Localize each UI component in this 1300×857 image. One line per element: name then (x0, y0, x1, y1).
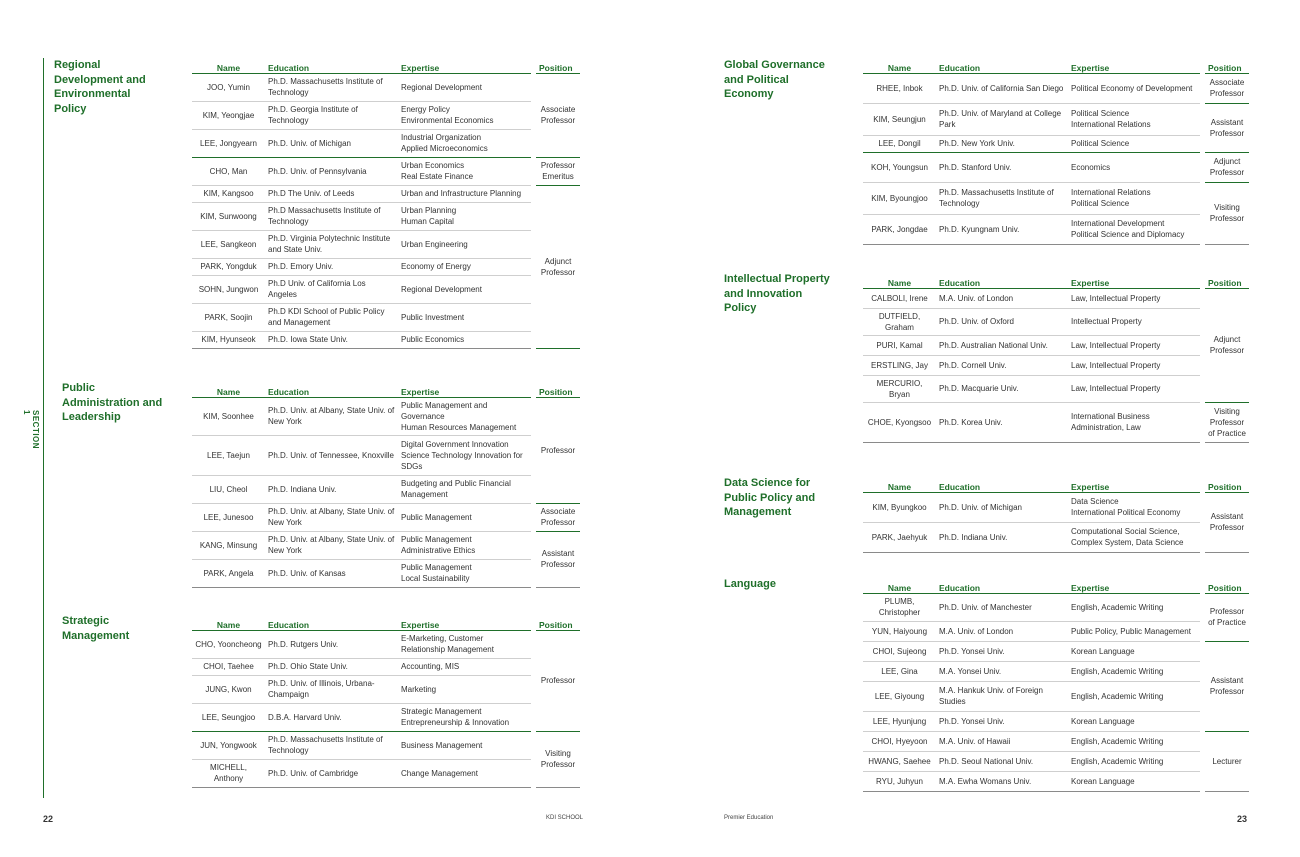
cell-expertise: Economics (1068, 152, 1200, 182)
cell-name: KOH, Youngsun (863, 152, 936, 182)
header-education: Education (936, 59, 1068, 73)
cell-position: Visiting Professor (1205, 182, 1249, 244)
cell-name: LEE, Seungjoo (192, 703, 265, 731)
table-row (192, 435, 580, 475)
cell-name: ERSTLING, Jay (863, 355, 936, 375)
header-expertise: Expertise (1068, 579, 1200, 593)
cell-expertise: English, Academic Writing (1068, 731, 1200, 751)
table-row (863, 681, 1249, 711)
table-row (192, 101, 580, 129)
cell-education: Ph.D KDI School of Public Policy and Management (265, 303, 398, 331)
cell-name: DUTFIELD, Graham (863, 308, 936, 335)
cell-name: KIM, Seungjun (863, 103, 936, 135)
cell-education: Ph.D. Macquarie Univ. (936, 375, 1068, 402)
cell-expertise: English, Academic Writing (1068, 681, 1200, 711)
table-row (192, 658, 580, 675)
header-position: Position (1205, 59, 1249, 73)
cell-education: M.A. Univ. of London (936, 621, 1068, 641)
cell-education: Ph.D. Massachusetts Institute of Technology (265, 731, 398, 759)
faculty-table (192, 383, 580, 588)
cell-name: LEE, Giyoung (863, 681, 936, 711)
cell-name: YUN, Haiyoung (863, 621, 936, 641)
cell-name: CHOI, Taehee (192, 658, 265, 675)
section-rail (43, 58, 44, 798)
cell-name: PARK, Jaehyuk (863, 522, 936, 552)
cell-name: PARK, Jongdae (863, 214, 936, 244)
cell-name: JUNG, Kwon (192, 675, 265, 703)
cell-name: SOHN, Jungwon (192, 275, 265, 303)
header-expertise: Expertise (1068, 274, 1200, 288)
cell-expertise: Regional Development (398, 73, 531, 101)
cell-education: Ph.D. Univ. of Tennessee, Knoxville (265, 435, 398, 475)
cell-expertise: English, Academic Writing (1068, 661, 1200, 681)
cell-position: Adjunct Professor (1205, 152, 1249, 182)
table-row (863, 288, 1249, 308)
header-expertise: Expertise (398, 59, 531, 73)
cell-position: Associate Professor (1205, 73, 1249, 103)
table-row (863, 335, 1249, 355)
cell-name: PURI, Kamal (863, 335, 936, 355)
cell-expertise: Economy of Energy (398, 258, 531, 275)
cell-education: Ph.D. Georgia Institute of Technology (265, 101, 398, 129)
table-row (863, 402, 1249, 442)
cell-expertise: Data Science International Political Economy (1068, 492, 1200, 522)
cell-expertise: Korean Language (1068, 771, 1200, 791)
cell-name: CHOE, Kyongsoo (863, 402, 936, 442)
cell-name: CHO, Man (192, 157, 265, 185)
cell-expertise: Public Management Local Sustainability (398, 559, 531, 587)
table-row (192, 630, 580, 658)
table-row (192, 185, 580, 202)
cell-education: Ph.D. Korea Univ. (936, 402, 1068, 442)
cell-position: Professor (536, 397, 580, 503)
cell-name: LEE, Sangkeon (192, 230, 265, 258)
cell-education: Ph.D. Univ. of Oxford (936, 308, 1068, 335)
cell-name: LIU, Cheol (192, 475, 265, 503)
cell-expertise: Public Management and Governance Human Resources Management (398, 397, 531, 435)
cell-education: M.A. Ewha Womans Univ. (936, 771, 1068, 791)
table-row (192, 397, 580, 435)
cell-education: Ph.D. New York Univ. (936, 135, 1068, 152)
header-name: Name (192, 383, 265, 397)
header-position: Position (1205, 274, 1249, 288)
table-row (863, 355, 1249, 375)
cell-name: PARK, Soojin (192, 303, 265, 331)
cell-expertise: Public Investment (398, 303, 531, 331)
cell-name: LEE, Jongyearn (192, 129, 265, 157)
cell-education: Ph.D. Univ. of Kansas (265, 559, 398, 587)
cell-education: Ph.D. Seoul National Univ. (936, 751, 1068, 771)
cell-name: KIM, Kangsoo (192, 185, 265, 202)
block-title: Intellectual Property and Innovation Policy (724, 273, 830, 314)
cell-position: Professor of Practice (1205, 593, 1249, 641)
cell-name: RYU, Juhyun (863, 771, 936, 791)
cell-expertise: Marketing (398, 675, 531, 703)
table-row (863, 492, 1249, 522)
cell-education: Ph.D. Indiana Univ. (936, 522, 1068, 552)
cell-education: Ph.D. Univ. at Albany, State Univ. of New York (265, 531, 398, 559)
cell-position: Professor Emeritus (536, 157, 580, 185)
block-title: Global Governance and Political Economy (724, 59, 825, 100)
cell-position: Assistant Professor (1205, 492, 1249, 552)
cell-name: LEE, Dongil (863, 135, 936, 152)
header-education: Education (936, 274, 1068, 288)
block-title: Data Science for Public Policy and Management (724, 477, 816, 518)
cell-name: HWANG, Saehee (863, 751, 936, 771)
cell-education: Ph.D. Iowa State Univ. (265, 331, 398, 348)
cell-education: M.A. Univ. of Hawaii (936, 731, 1068, 751)
cell-position: Professor (536, 630, 580, 731)
cell-name: KIM, Hyunseok (192, 331, 265, 348)
header-position: Position (1205, 478, 1249, 492)
cell-name: CHO, Yooncheong (192, 630, 265, 658)
table-row (863, 661, 1249, 681)
header-name: Name (863, 579, 936, 593)
table-row (192, 258, 580, 275)
faculty-table (863, 478, 1249, 553)
cell-position: Associate Professor (536, 73, 580, 157)
cell-education: Ph.D. Univ. at Albany, State Univ. of New York (265, 397, 398, 435)
cell-name: KIM, Yeongjae (192, 101, 265, 129)
cell-expertise: Urban Planning Human Capital (398, 202, 531, 230)
cell-expertise: Political Economy of Development (1068, 73, 1200, 103)
cell-education: Ph.D. Univ. of Illinois, Urbana-Champaign (265, 675, 398, 703)
cell-education: Ph.D. Cornell Univ. (936, 355, 1068, 375)
footer-right: Premier Education (724, 815, 774, 821)
block-title: Regional Development and Environmental Policy (54, 59, 146, 115)
block-title: Language (724, 578, 776, 590)
table-row (192, 230, 580, 258)
cell-position: Visiting Professor (536, 731, 580, 787)
cell-education: Ph.D. Emory Univ. (265, 258, 398, 275)
table-row (863, 214, 1249, 244)
cell-position: Assistant Professor (1205, 103, 1249, 152)
header-education: Education (265, 383, 398, 397)
table-row (192, 703, 580, 731)
cell-name: KIM, Byungkoo (863, 492, 936, 522)
cell-education: Ph.D. Univ. of Michigan (265, 129, 398, 157)
cell-education: Ph.D. Ohio State Univ. (265, 658, 398, 675)
header-position: Position (536, 59, 580, 73)
table-row (863, 593, 1249, 621)
cell-expertise: Public Management Administrative Ethics (398, 531, 531, 559)
cell-expertise: E-Marketing, Customer Relationship Management (398, 630, 531, 658)
table-row (863, 711, 1249, 731)
header-education: Education (265, 616, 398, 630)
table-row (192, 73, 580, 101)
cell-education: Ph.D. Australian National Univ. (936, 335, 1068, 355)
cell-name: MICHELL, Anthony (192, 759, 265, 787)
cell-expertise: Strategic Management Entrepreneurship & Innovation (398, 703, 531, 731)
table-row (863, 73, 1249, 103)
cell-name: LEE, Gina (863, 661, 936, 681)
footer-left: KDI SCHOOL (546, 815, 584, 821)
faculty-table (863, 274, 1249, 443)
cell-education: Ph.D Massachusetts Institute of Technology (265, 202, 398, 230)
table-row (863, 621, 1249, 641)
cell-expertise: Korean Language (1068, 711, 1200, 731)
cell-expertise: English, Academic Writing (1068, 593, 1200, 621)
cell-expertise: Law, Intellectual Property (1068, 335, 1200, 355)
cell-position: Visiting Professor of Practice (1205, 402, 1249, 442)
header-name: Name (192, 59, 265, 73)
cell-position: Assistant Professor (536, 531, 580, 587)
cell-education: Ph.D. Univ. of California San Diego (936, 73, 1068, 103)
cell-education: Ph.D The Univ. of Leeds (265, 185, 398, 202)
header-education: Education (936, 579, 1068, 593)
cell-education: Ph.D. Virginia Polytechnic Institute and State Univ. (265, 230, 398, 258)
cell-education: Ph.D. Kyungnam Univ. (936, 214, 1068, 244)
cell-education: Ph.D. Yonsei Univ. (936, 641, 1068, 661)
cell-name: KANG, Minsung (192, 531, 265, 559)
cell-name: LEE, Hyunjung (863, 711, 936, 731)
table-row (192, 759, 580, 787)
table-row (863, 135, 1249, 152)
cell-name: CALBOLI, Irene (863, 288, 936, 308)
table-row (192, 559, 580, 587)
cell-education: Ph.D. Yonsei Univ. (936, 711, 1068, 731)
cell-education: Ph.D Univ. of California Los Angeles (265, 275, 398, 303)
cell-expertise: Business Management (398, 731, 531, 759)
cell-education: Ph.D. Indiana Univ. (265, 475, 398, 503)
cell-position: Lecturer (1205, 731, 1249, 791)
cell-education: Ph.D. Univ. of Pennsylvania (265, 157, 398, 185)
cell-education: Ph.D. Rutgers Univ. (265, 630, 398, 658)
cell-name: KIM, Sunwoong (192, 202, 265, 230)
cell-expertise: Public Management (398, 503, 531, 531)
cell-expertise: International Development Political Science and Diplomacy (1068, 214, 1200, 244)
section-label: SECTION 1 (22, 410, 40, 450)
cell-expertise: Urban Engineering (398, 230, 531, 258)
table-row (863, 103, 1249, 135)
cell-expertise: Industrial Organization Applied Microeconomics (398, 129, 531, 157)
cell-name: KIM, Soonhee (192, 397, 265, 435)
cell-name: RHEE, Inbok (863, 73, 936, 103)
cell-education: M.A. Hankuk Univ. of Foreign Studies (936, 681, 1068, 711)
cell-expertise: Urban Economics Real Estate Finance (398, 157, 531, 185)
cell-expertise: International Business Administration, Law (1068, 402, 1200, 442)
cell-name: LEE, Junesoo (192, 503, 265, 531)
table-row (192, 157, 580, 185)
table-row (192, 503, 580, 531)
cell-expertise: Change Management (398, 759, 531, 787)
table-row (863, 308, 1249, 335)
header-name: Name (863, 274, 936, 288)
cell-expertise: Computational Social Science, Complex System, Data Science (1068, 522, 1200, 552)
page-number-right: 23 (1237, 814, 1248, 824)
cell-expertise: Urban and Infrastructure Planning (398, 185, 531, 202)
cell-name: KIM, Byoungjoo (863, 182, 936, 214)
header-position: Position (536, 383, 580, 397)
table-row (192, 129, 580, 157)
cell-name: MERCURIO, Bryan (863, 375, 936, 402)
cell-expertise: International Relations Political Science (1068, 182, 1200, 214)
cell-education: M.A. Yonsei Univ. (936, 661, 1068, 681)
cell-education: Ph.D. Univ. of Maryland at College Park (936, 103, 1068, 135)
cell-expertise: Law, Intellectual Property (1068, 375, 1200, 402)
table-row (192, 331, 580, 348)
header-expertise: Expertise (398, 383, 531, 397)
cell-name: LEE, Taejun (192, 435, 265, 475)
header-expertise: Expertise (398, 616, 531, 630)
cell-position: Associate Professor (536, 503, 580, 531)
cell-education: Ph.D. Massachusetts Institute of Technology (265, 73, 398, 101)
faculty-table (863, 579, 1249, 792)
header-name: Name (863, 59, 936, 73)
cell-expertise: Public Policy, Public Management (1068, 621, 1200, 641)
cell-expertise: Accounting, MIS (398, 658, 531, 675)
cell-education: Ph.D. Univ. at Albany, State Univ. of New York (265, 503, 398, 531)
cell-expertise: Political Science (1068, 135, 1200, 152)
cell-expertise: Digital Government Innovation Science Technology Innovation for SDGs (398, 435, 531, 475)
cell-position: Adjunct Professor (1205, 288, 1249, 402)
table-row (192, 275, 580, 303)
cell-expertise: Korean Language (1068, 641, 1200, 661)
table-row (192, 303, 580, 331)
cell-name: CHOI, Sujeong (863, 641, 936, 661)
page-number-left: 22 (43, 814, 54, 824)
cell-name: PARK, Yongduk (192, 258, 265, 275)
header-position: Position (536, 616, 580, 630)
cell-education: Ph.D. Stanford Univ. (936, 152, 1068, 182)
table-row (192, 531, 580, 559)
table-row (192, 202, 580, 230)
table-row (863, 182, 1249, 214)
table-row (863, 751, 1249, 771)
faculty-table (192, 59, 580, 349)
header-position: Position (1205, 579, 1249, 593)
faculty-table (192, 616, 580, 788)
cell-expertise: Law, Intellectual Property (1068, 355, 1200, 375)
cell-education: Ph.D. Univ. of Manchester (936, 593, 1068, 621)
table-row (192, 475, 580, 503)
cell-expertise: Intellectual Property (1068, 308, 1200, 335)
table-row (863, 152, 1249, 182)
cell-expertise: Regional Development (398, 275, 531, 303)
cell-expertise: Public Economics (398, 331, 531, 348)
cell-name: JOO, Yumin (192, 73, 265, 101)
cell-education: D.B.A. Harvard Univ. (265, 703, 398, 731)
table-row (863, 522, 1249, 552)
header-expertise: Expertise (1068, 59, 1200, 73)
header-education: Education (936, 478, 1068, 492)
header-education: Education (265, 59, 398, 73)
header-name: Name (192, 616, 265, 630)
cell-expertise: Law, Intellectual Property (1068, 288, 1200, 308)
table-row (863, 731, 1249, 751)
cell-name: PLUMB, Christopher (863, 593, 936, 621)
cell-expertise: Energy Policy Environmental Economics (398, 101, 531, 129)
header-expertise: Expertise (1068, 478, 1200, 492)
cell-education: Ph.D. Univ. of Michigan (936, 492, 1068, 522)
cell-expertise: Budgeting and Public Financial Management (398, 475, 531, 503)
table-row (863, 771, 1249, 791)
cell-education: M.A. Univ. of London (936, 288, 1068, 308)
faculty-table (863, 59, 1249, 245)
cell-name: PARK, Angela (192, 559, 265, 587)
table-row (192, 731, 580, 759)
cell-name: JUN, Yongwook (192, 731, 265, 759)
block-title: Strategic Management (62, 615, 130, 642)
block-title: Public Administration and Leadership (62, 382, 163, 423)
table-row (192, 675, 580, 703)
cell-position: Assistant Professor (1205, 641, 1249, 731)
table-row (863, 641, 1249, 661)
cell-position: Adjunct Professor (536, 185, 580, 348)
cell-expertise: English, Academic Writing (1068, 751, 1200, 771)
cell-name: CHOI, Hyeyoon (863, 731, 936, 751)
cell-expertise: Political Science International Relations (1068, 103, 1200, 135)
cell-education: Ph.D. Univ. of Cambridge (265, 759, 398, 787)
cell-education: Ph.D. Massachusetts Institute of Technology (936, 182, 1068, 214)
header-name: Name (863, 478, 936, 492)
table-row (863, 375, 1249, 402)
